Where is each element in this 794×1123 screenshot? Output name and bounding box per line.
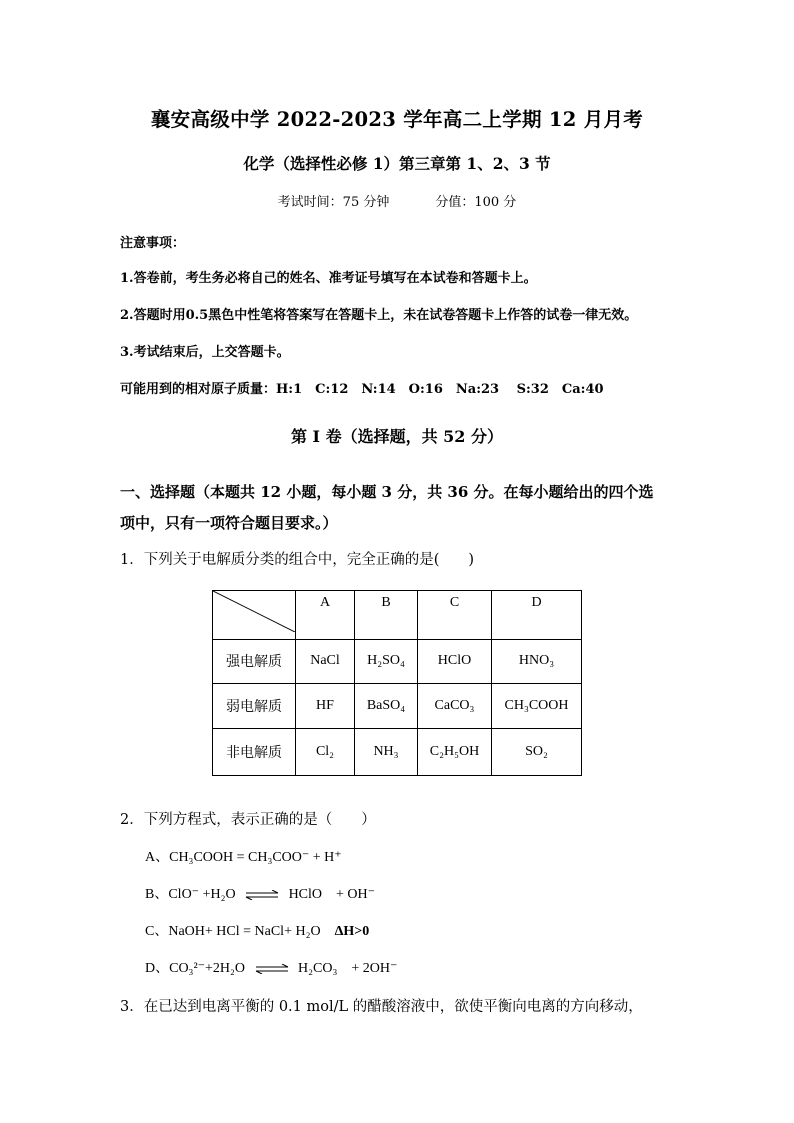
equilibrium-arrow-icon — [255, 964, 289, 974]
q2-option-b-left: B、ClO⁻ +H₂O — [145, 887, 236, 902]
notice-heading: 注意事项： — [120, 236, 186, 251]
question-2-text: 2．下列方程式，表示正确的是（ ） — [120, 812, 376, 828]
section-heading-line1: 一、选择题（本题共 12 小题，每小题 3 分，共 36 分。在每小题给出的四个选 — [120, 483, 654, 501]
col-header-c: C — [418, 591, 492, 640]
q2-option-d — [145, 957, 397, 977]
table-cell: NaCl — [296, 639, 355, 684]
table-cell: SO₂ — [492, 728, 582, 775]
table-row — [213, 728, 582, 775]
col-header-b: B — [355, 591, 418, 640]
row-label-non: 非电解质 — [213, 728, 296, 775]
row-label-weak: 弱电解质 — [213, 684, 296, 729]
table-cell: HF — [296, 684, 355, 729]
notice-item-3: 3.考试结束后，上交答题卡。 — [120, 345, 290, 360]
q2-option-b-right: HClO + OH⁻ — [288, 887, 376, 902]
row-label-strong: 强电解质 — [213, 639, 296, 684]
table-cell: C₂H₅OH — [418, 728, 492, 775]
col-header-d: D — [492, 591, 582, 640]
exam-score: 分值：100 分 — [435, 195, 517, 210]
table-cell: BaSO₄ — [355, 684, 418, 729]
table-row — [213, 639, 582, 684]
diagonal-header-cell — [213, 591, 296, 640]
section-title: 第 I 卷（选择题，共 52 分） — [290, 427, 504, 446]
q2-option-a: A、CH₃COOH = CH₃COO⁻ + H⁺ — [145, 850, 342, 865]
question-3-text: 3．在已达到电离平衡的 0.1 mol/L 的醋酸溶液中，欲使平衡向电离的方向移动， — [120, 999, 643, 1015]
table-cell: CaCO₃ — [418, 684, 492, 729]
equilibrium-arrow-icon — [245, 890, 279, 900]
atomic-masses: 可能用到的相对原子质量：H:1 C:12 N:14 O:16 Na:23 S:32 Ca:40 — [120, 382, 604, 397]
exam-subtitle: 化学（选择性必修 1）第三章第 1、2、3 节 — [243, 154, 551, 173]
notice-item-1: 1.答卷前，考生务必将自己的姓名、准考证号填写在本试卷和答题卡上。 — [120, 271, 537, 286]
exam-info — [0, 191, 794, 210]
exam-title: 襄安高级中学 2022-2023 学年高二上学期 12 月月考 — [150, 108, 644, 131]
q2-option-d-right: H₂CO₃ + 2OH⁻ — [298, 961, 398, 976]
question-1-text: 1．下列关于电解质分类的组合中，完全正确的是( ) — [120, 552, 475, 568]
electrolyte-table — [212, 590, 582, 776]
table-row — [213, 684, 582, 729]
diagonal-line — [213, 591, 295, 632]
table-cell: HClO — [418, 639, 492, 684]
table-cell: Cl₂ — [296, 728, 355, 775]
table-cell: CH₃COOH — [492, 684, 582, 729]
notice-item-2: 2.答题时用0.5黑色中性笔将答案写在答题卡上，未在试卷答题卡上作答的试卷一律无效。 — [120, 308, 638, 323]
q2-option-c-dh: ΔH>0 — [334, 924, 370, 939]
table-cell: H₂SO₄ — [355, 639, 418, 684]
q2-option-b — [145, 883, 375, 903]
table-cell: HNO₃ — [492, 639, 582, 684]
section-heading-line2: 项中，只有一项符合题目要求。） — [120, 514, 338, 532]
exam-time: 考试时间：75 分钟 — [277, 195, 390, 210]
col-header-a: A — [296, 591, 355, 640]
table-header-row — [213, 591, 582, 640]
q2-option-d-left: D、CO₃²⁻+2H₂O — [145, 961, 246, 976]
q2-option-c-eq: C、NaOH+ HCl = NaCl+ H₂O — [145, 924, 335, 939]
q2-option-c — [145, 920, 369, 940]
table-cell: NH₃ — [355, 728, 418, 775]
